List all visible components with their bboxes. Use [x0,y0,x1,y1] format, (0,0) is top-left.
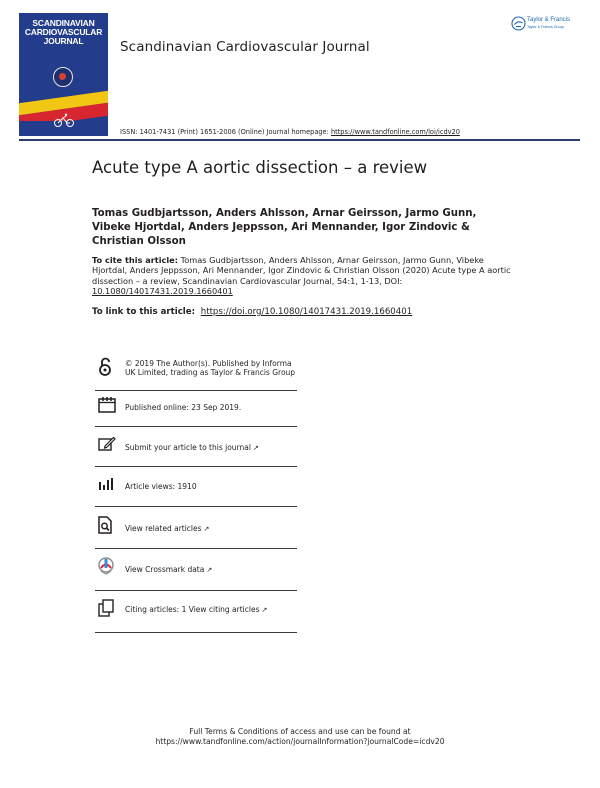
article-doi-link[interactable]: https://doi.org/10.1080/14017431.2019.1660401 [200,307,413,317]
article-link-label: To link to this article: [92,307,196,317]
related-row[interactable] [95,507,297,549]
view-citing-articles-link[interactable] [125,605,267,615]
article-title: Acute type A aortic dissection – a review [92,158,428,177]
article-views: Article views: 1910 [125,482,197,491]
external-link-icon: ↗ [206,566,213,574]
view-related-articles-link[interactable] [125,524,209,534]
journal-cover [19,13,108,136]
logo-text: Taylor & Francis [527,17,571,23]
header-divider [19,139,580,141]
external-link-icon: ↗ [203,525,210,533]
logo-subtext: Taylor & Francis Group [527,25,564,29]
open-access-row [95,355,297,391]
cover-title-line: SCANDINAVIAN [32,18,95,28]
bar-chart-icon [98,478,116,490]
views-row [95,467,297,507]
submit-article-label: Submit your article to this journal [125,443,251,452]
edit-icon [98,436,116,451]
citation-text: Tomas Gudbjartsson, Anders Ahlsson, Arnar Geirsson, Jarmo Gunn, Vibeke Hjortdal, Anders Jeppsson, Ari Mennander, Igor Zindovic & Christian Olsson (2020) Acute type A aortic dissection – a review, Scandinavian Cardiovascular Journal, 54:1, 1-13, DOI: [92,255,511,286]
taylor-francis-logo-icon [511,16,526,31]
cover-title-line: CARDIOVASCULAR [24,27,103,37]
divider [95,632,297,633]
external-link-icon: ↗ [261,606,268,614]
crossmark-label: View Crossmark data [125,565,205,574]
calendar-icon [98,396,116,413]
journal-homepage-link[interactable]: https://www.tandfonline.com/loi/icdv20 [330,128,460,136]
related-articles-icon [98,516,112,534]
citing-row[interactable] [95,591,297,633]
published-date: Published online: 23 Sep 2019. [125,403,242,412]
citing-articles-label: Citing articles: 1 View citing articles [125,605,260,614]
submit-article-link[interactable] [125,443,259,453]
citation-label: To cite this article: [92,255,178,265]
copyright-text: © 2019 The Author(s). Published by Informa UK Limited, trading as Taylor & Francis Group [125,359,296,377]
publisher-logo[interactable] [511,16,583,34]
cyclist-icon [53,113,75,127]
cover-title-line: JOURNAL [43,36,84,46]
article-link-line [92,307,412,317]
citation-doi-link[interactable]: 10.1080/14017431.2019.1660401 [92,285,233,296]
published-row [95,391,297,427]
journal-name[interactable]: Scandinavian Cardiovascular Journal [120,39,370,55]
issn-text: ISSN: 1401-7431 (Print) 1651-2006 (Online) Journal homepage: [120,128,329,136]
external-link-icon: ↗ [252,444,259,452]
footer-terms-link[interactable]: https://www.tandfonline.com/action/journalInformation?journalCode=icdv20 [155,737,445,746]
cover-title [19,19,108,46]
crossmark-icon [98,557,114,575]
footer [0,727,600,747]
crossmark-row[interactable] [95,549,297,591]
cover-seal-icon [53,67,73,87]
citation-block [92,255,517,296]
footer-terms-text: Full Terms & Conditions of access and use can be found at [189,727,411,736]
article-authors: Tomas Gudbjartsson, Anders Ahlsson, Arnar Geirsson, Jarmo Gunn, Vibeke Hjortdal, Anders Jeppsson, Ari Mennander, Igor Zindovic & Christian Olsson [92,208,477,247]
open-access-icon [98,357,112,377]
issn-line [120,128,460,136]
submit-row[interactable] [95,427,297,467]
view-crossmark-link[interactable] [125,565,212,575]
related-articles-label: View related articles [125,524,202,533]
citing-articles-icon [98,599,115,617]
